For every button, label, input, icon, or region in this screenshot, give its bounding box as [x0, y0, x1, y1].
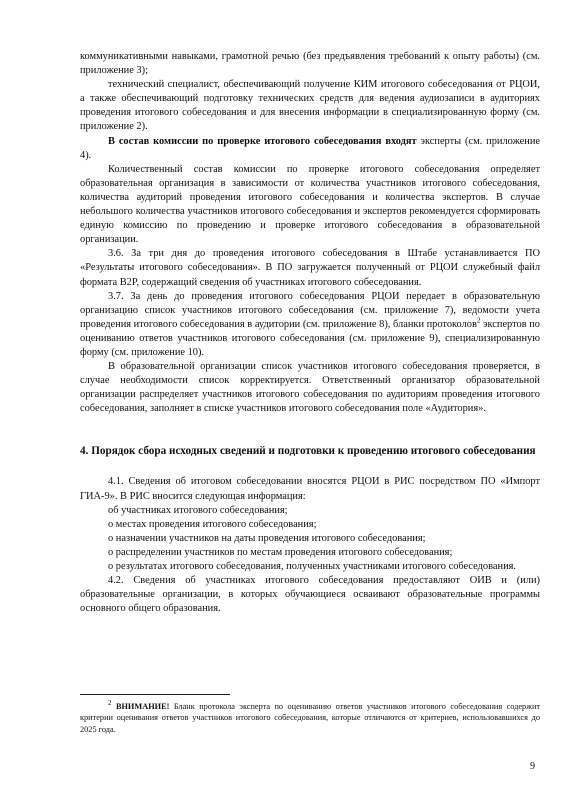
p37-text-before: 3.7. За день до проведения итогового собеседования РЦОИ передает в образовательную организацию список участников итогового собеседования (см. приложение 7), ведомости учета проведения итогового собеседования в аудитории (см. приложение 8), бланки протоколов — [80, 290, 540, 330]
footnote — [80, 701, 540, 735]
footnote-text: Бланк протокола эксперта по оцениванию ответов участников итогового собеседования содержит критерии оценивания ответов участников итогового собеседования, которые отличаются от критериев, использовавшихся до 2025 года. — [80, 702, 541, 734]
paragraph-communication-skills: коммуникативными навыками, грамотной речью (без предъявления требований к опыту работы) (см. приложение 3); — [80, 51, 540, 77]
list-item: об участниках итогового собеседования; — [108, 504, 288, 516]
list-item: о результатах итогового собеседования, полученных участниками итогового собеседования. — [108, 561, 517, 572]
paragraph-4-2: 4.2. Сведения об участниках итогового собеседования предоставляют ОИВ и (или) образовательные организации, в которых обучающиеся осваивают образовательные программы основного общего образования. — [80, 575, 540, 615]
document-body — [80, 50, 540, 616]
list-item: о местах проведения итогового собеседования; — [108, 518, 317, 530]
footnote-ref: 2 — [476, 316, 481, 325]
paragraph-technical-specialist: технический специалист, обеспечивающий получение КИМ итогового собеседования от РЦОИ, а также обеспечивающий подготовку технических средств для ведения аудиозаписи в аудиториях проведения итогового собеседования и для внесения информации в специализированную форму (см. приложение 2). — [80, 79, 540, 133]
paragraph-list-check: В образовательной организации список участников итогового собеседования проверяется, в случае необходимости список корректируется. Ответственный организатор образовательной организации распределяет участников итогового собеседования по аудиториям проведения итогового собеседования, заполняет в списке участников итогового собеседования поле «Аудитория». — [80, 361, 540, 415]
footnote-number: 2 — [108, 699, 112, 708]
p37-text-after: экспертов по оцениванию ответов участников итогового собеседования (см. приложение 9), специализированную форму (см. приложение 10). — [80, 318, 540, 358]
paragraph-commission-quantity: Количественный состав комиссии по проверке итогового собеседования определяет образовательная организация в зависимости от количества участников итогового собеседования, количества аудиторий проведения итогового собеседования и количества экспертов. В случае небольшого количества участников итогового собеседования и экспертов рекомендуется сформировать единую комиссию по проведению и проверке итогового собеседования в образовательной организации. — [80, 163, 540, 246]
paragraph-3-7 — [80, 290, 540, 360]
paragraph-3-6: 3.6. За три дня до проведения итогового собеседования в Штабе устанавливается ПО «Результаты итогового собеседования». В ПО загружается полученный от РЦОИ служебный файл формата B2P, содержащий сведения об участниках итогового собеседования. — [80, 248, 540, 288]
footnote-separator — [80, 694, 230, 695]
paragraph-commission-composition — [80, 135, 540, 163]
list-item: о назначении участников на даты проведения итогового собеседования; — [108, 532, 426, 544]
section-4-heading: 4. Порядок сбора исходных сведений и подготовки к проведению итогового собеседования — [80, 445, 536, 458]
paragraph-4-1: 4.1. Сведения об итоговом собеседовании вносятся РЦОИ в РИС посредством ПО «Импорт ГИА-9». В РИС вносится следующая информация: — [80, 476, 540, 502]
list-item: о распределении участников по местам проведения итогового собеседования; — [108, 546, 453, 558]
commission-rest-text: эксперты (см. приложение 4). — [80, 135, 540, 161]
footnote-warning: ВНИМАНИЕ! — [115, 702, 170, 711]
commission-bold-text: В состав комиссии по проверке итогового собеседования входят — [108, 135, 417, 147]
page-number: 9 — [530, 761, 535, 772]
